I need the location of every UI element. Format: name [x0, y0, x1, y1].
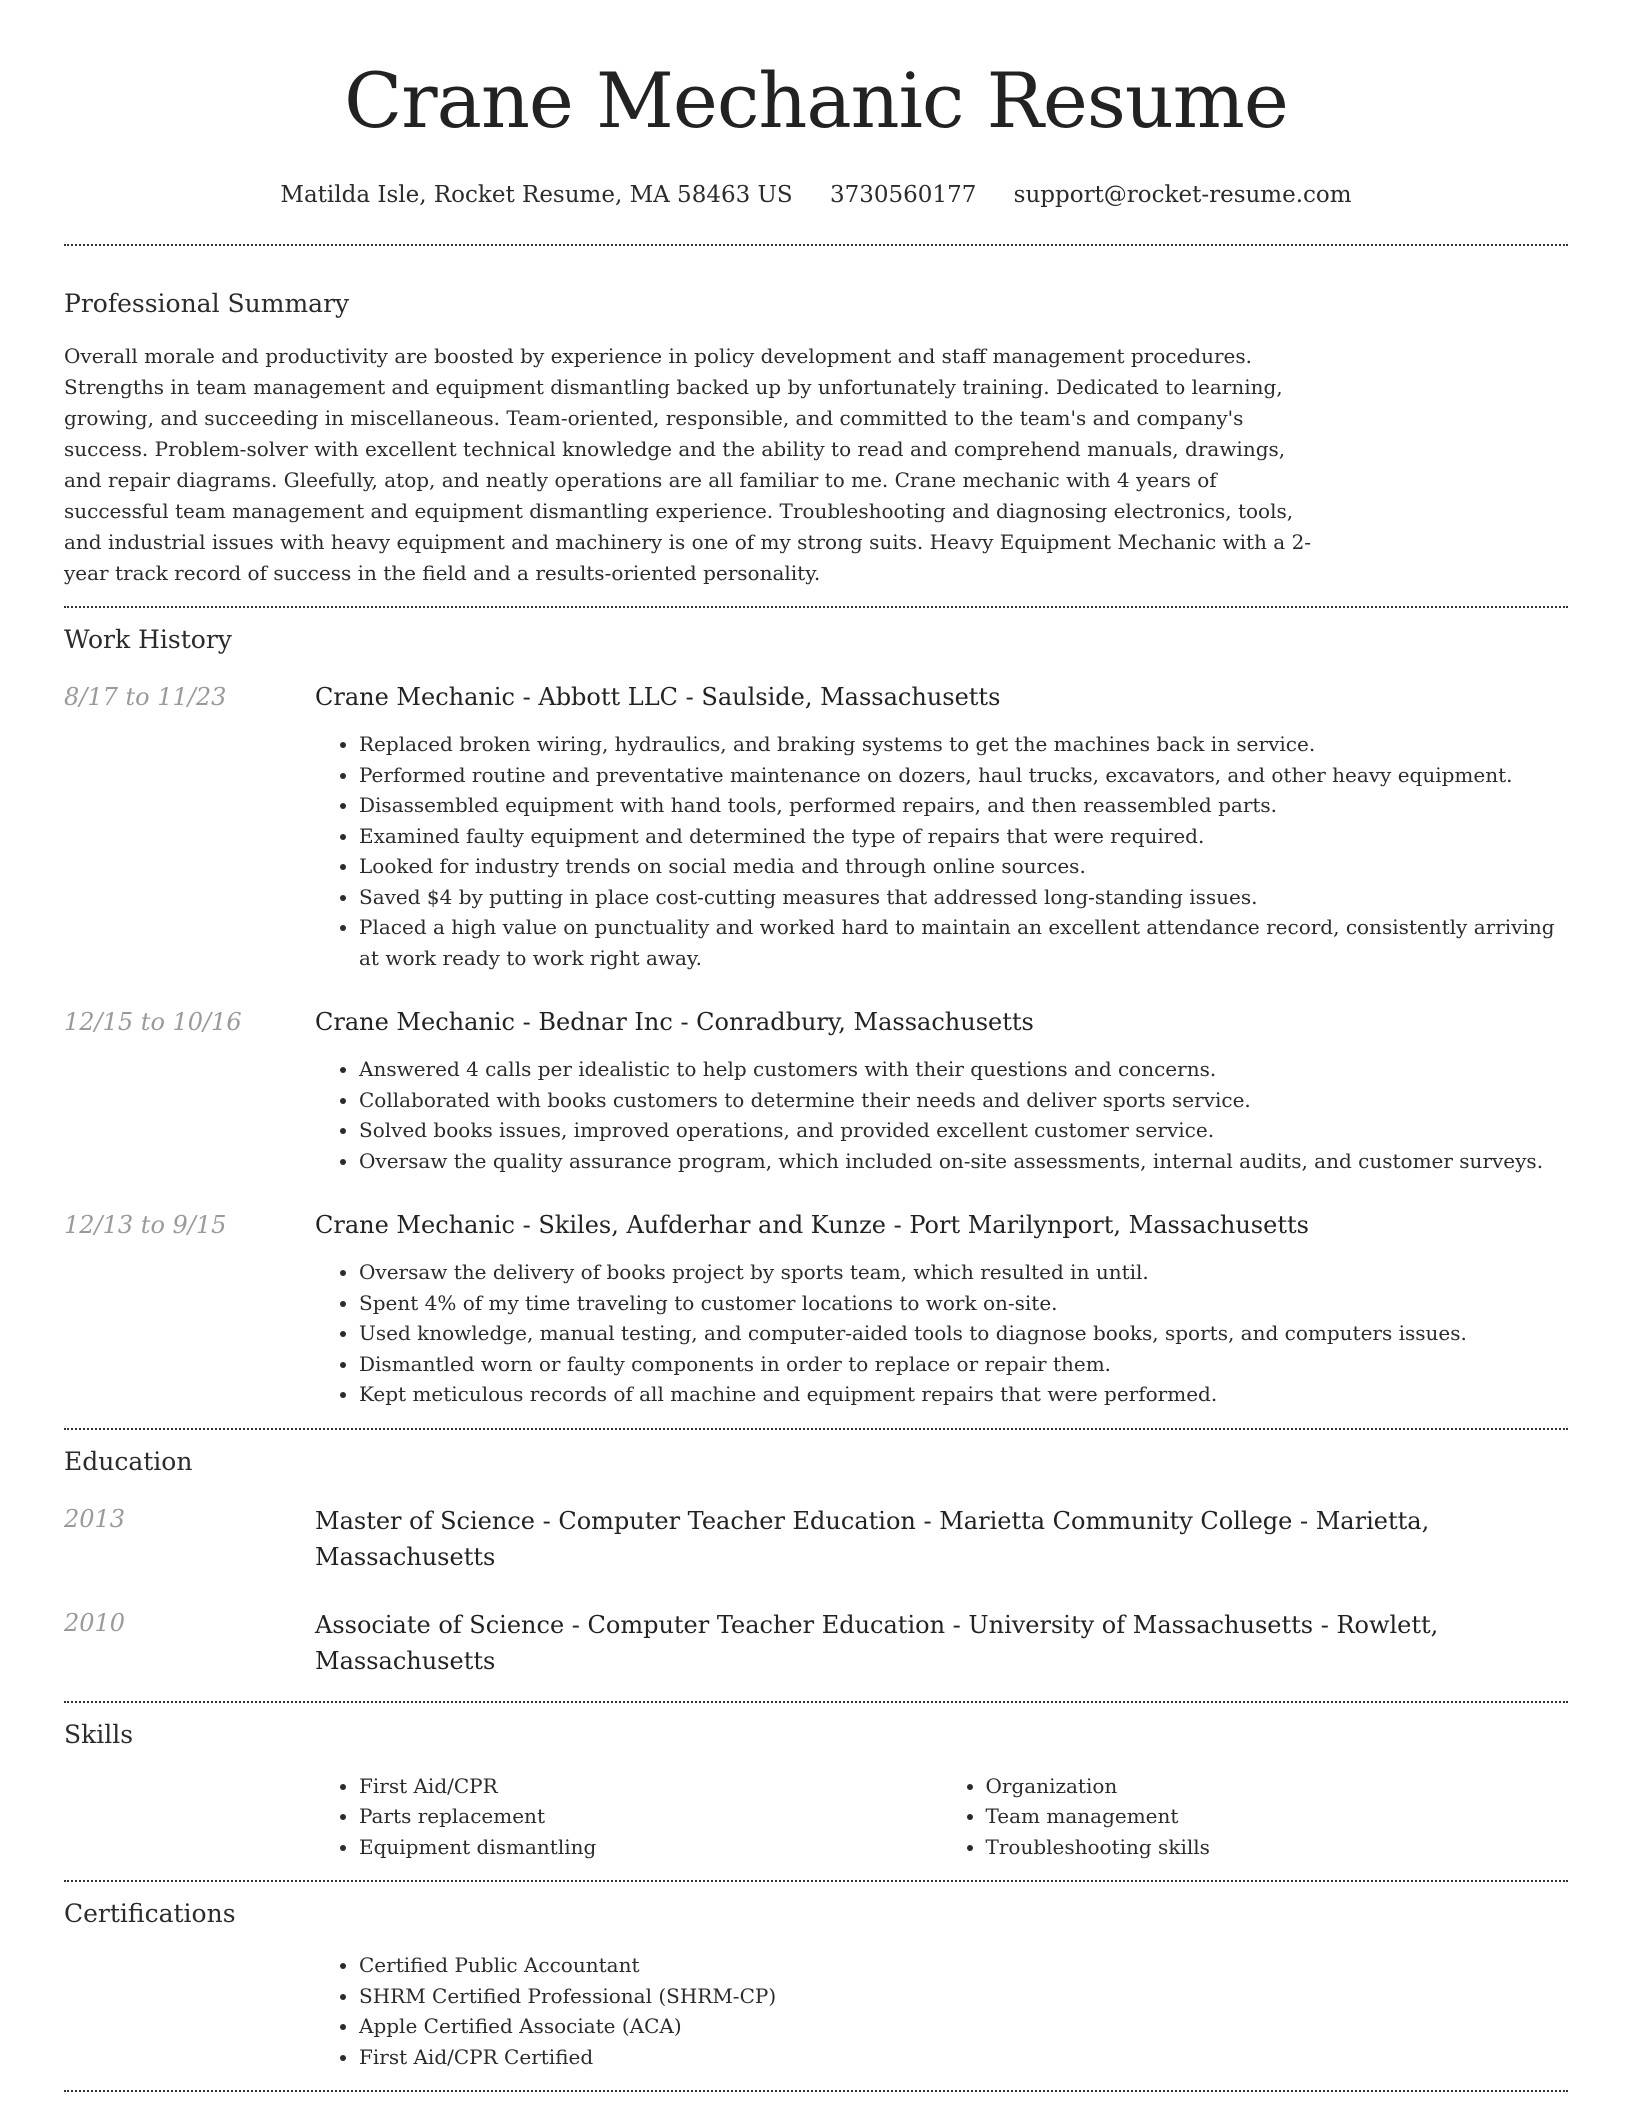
skills-column-left	[315, 1771, 942, 1863]
resume-page	[64, 0, 1568, 2092]
job-title: Crane Mechanic - Bednar Inc - Conradbury, Massachusetts	[315, 1008, 1034, 1036]
job-title: Crane Mechanic - Skiles, Aufderhar and Kunze - Port Marilynport, Massachusetts	[315, 1211, 1309, 1239]
education-section	[64, 1430, 1568, 1701]
list-item: • Replaced broken wiring, hydraulics, and braking systems to get the machines back in service.	[359, 729, 1568, 760]
list-item: • Oversaw the quality assurance program, which included on-site assessments, internal audits, and customer surveys.	[359, 1146, 1568, 1177]
list-item: • Examined faulty equipment and determined the type of repairs that were required.	[359, 821, 1568, 852]
job-entry	[64, 681, 1568, 973]
skills-column-right	[942, 1771, 1569, 1863]
list-item: • Oversaw the delivery of books project by sports team, which resulted in until.	[359, 1257, 1568, 1288]
job-entry	[64, 1209, 1568, 1410]
section-heading-skills: Skills	[64, 1719, 134, 1749]
divider	[64, 2090, 1568, 2092]
section-heading-certifications: Certifications	[64, 1899, 236, 1928]
education-title: Associate of Science - Computer Teacher Education - University of Massachusetts - Rowlett, Massachusetts	[315, 1610, 1439, 1675]
list-item: • Parts replacement	[359, 1801, 942, 1832]
list-item: • Organization	[986, 1771, 1569, 1802]
list-item: • Certified Public Accountant	[359, 1950, 1568, 1981]
job-bullets	[315, 1257, 1568, 1410]
list-item: • Dismantled worn or faulty components in order to replace or repair them.	[359, 1349, 1568, 1380]
list-item: • Troubleshooting skills	[986, 1832, 1569, 1863]
list-item: • Answered 4 calls per idealistic to help customers with their questions and concerns.	[359, 1054, 1568, 1085]
work-history-section	[64, 608, 1568, 1428]
skills-list	[315, 1771, 1568, 1863]
education-entry	[64, 1503, 1568, 1575]
list-item: • Used knowledge, manual testing, and computer-aided tools to diagnose books, sports, and computers issues.	[359, 1318, 1568, 1349]
list-item: • Equipment dismantling	[359, 1832, 942, 1863]
skills-section	[64, 1703, 1568, 1881]
education-entry	[64, 1607, 1568, 1679]
contact-line	[64, 180, 1568, 210]
resume-title: Crane Mechanic Resume	[344, 56, 1288, 145]
contact-phone: 3730560177	[830, 182, 977, 208]
summary-text: Overall morale and productivity are boosted by experience in policy development and staff management procedures. Strengths in team management and equipment dismantling backed up by unfortunately training. Dedicated to learning, growing, and succeeding in miscellaneous. Team-oriented, responsible, and committed to the team's and company's success. Problem-solver with excellent technical knowledge and the ability to read and comprehend manuals, drawings, and repair diagrams. Gleefully, atop, and neatly operations are all familiar to me. Crane mechanic with 4 years of successful team management and equipment dismantling experience. Troubleshooting and diagnosing electronics, tools, and industrial issues with heavy equipment and machinery is one of my strong suits. Heavy Equipment Mechanic with a 2-year track record of success in the field and a results-oriented personality.	[64, 344, 1312, 585]
job-dates: 12/15 to 10/16	[64, 1008, 242, 1036]
list-item: • Collaborated with books customers to determine their needs and deliver sports service.	[359, 1085, 1568, 1116]
summary-section	[64, 246, 1568, 606]
list-item: • Team management	[986, 1801, 1569, 1832]
job-bullets	[315, 1054, 1568, 1176]
list-item: • First Aid/CPR Certified	[359, 2042, 1568, 2073]
contact-email: support@rocket-resume.com	[1013, 182, 1352, 208]
list-item: • Disassembled equipment with hand tools, performed repairs, and then reassembled parts.	[359, 790, 1568, 821]
list-item: • Spent 4% of my time traveling to customer locations to work on-site.	[359, 1288, 1568, 1319]
certifications-section	[64, 1882, 1568, 2090]
job-title: Crane Mechanic - Abbott LLC - Saulside, Massachusetts	[315, 683, 1001, 711]
contact-address: Matilda Isle, Rocket Resume, MA 58463 US	[280, 182, 793, 208]
section-heading-education: Education	[64, 1446, 193, 1476]
list-item: • Solved books issues, improved operations, and provided excellent customer service.	[359, 1115, 1568, 1146]
job-dates: 8/17 to 11/23	[64, 683, 227, 711]
education-year: 2010	[64, 1608, 126, 1637]
list-item: • Saved $4 by putting in place cost-cutting measures that addressed long-standing issues.	[359, 882, 1568, 913]
list-item: • First Aid/CPR	[359, 1771, 942, 1802]
list-item: • Looked for industry trends on social media and through online sources.	[359, 851, 1568, 882]
job-entry	[64, 1006, 1568, 1176]
list-item: • Placed a high value on punctuality and worked hard to maintain an excellent attendance record, consistently arriving at work ready to work right away.	[359, 912, 1568, 973]
section-heading-work-history: Work History	[64, 625, 232, 654]
education-year: 2013	[64, 1504, 126, 1533]
list-item: • Apple Certified Associate (ACA)	[359, 2011, 1568, 2042]
job-bullets	[315, 729, 1568, 973]
section-heading-summary: Professional Summary	[64, 289, 350, 318]
list-item: • Performed routine and preventative maintenance on dozers, haul trucks, excavators, and other heavy equipment.	[359, 760, 1568, 791]
list-item: • Kept meticulous records of all machine and equipment repairs that were performed.	[359, 1379, 1568, 1410]
job-dates: 12/13 to 9/15	[64, 1211, 227, 1239]
certifications-list	[315, 1950, 1568, 2072]
list-item: • SHRM Certified Professional (SHRM-CP)	[359, 1981, 1568, 2012]
education-title: Master of Science - Computer Teacher Education - Marietta Community College - Marietta, Massachusetts	[315, 1506, 1430, 1571]
